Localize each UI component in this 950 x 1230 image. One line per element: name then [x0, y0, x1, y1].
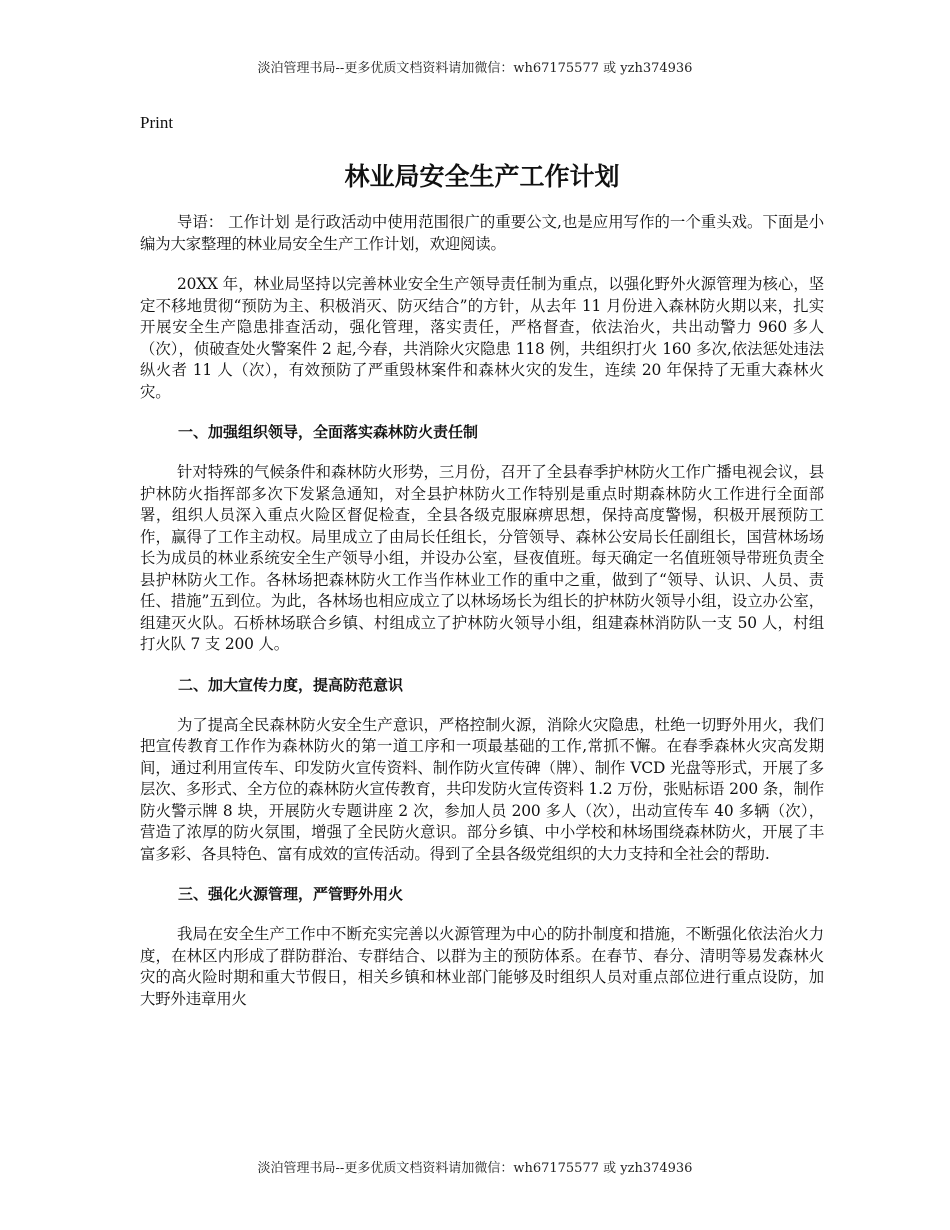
page-footer: 淡泊管理书局--更多优质文档资料请加微信：wh67175577 或 yzh374936 — [257, 1161, 693, 1176]
section-body-fire-source: 我局在安全生产工作中不断充实完善以火源管理为中心的防扑制度和措施，不断强化依法治火力度，在林区内形成了群防群治、专群结合、以群为主的预防体系。在春节、春分、清明等易发森林火灾的高火险时期和重大节假日，相关乡镇和林业部门能够及时组织人员对重点部位进行重点设防，加大野外违章用火 — [140, 925, 824, 1008]
summary-paragraph: 20XX 年，林业局坚持以完善林业安全生产领导责任制为重点，以强化野外火源管理为核心，坚定不移地贯彻“预防为主、积极消灭、防灭结合”的方针，从去年 11 月份进入森林防火期以来，扎实开展安全生产隐患排查活动，强化管理，落实责任，严格督查，依法治火，共出动警力 960 多人（次），侦破查处火警案件 2 起,今春，共消除火灾隐患 118 例，共组织打火 160 多次,依法惩处违法纵火者 11 人（次），有效预防了严重毁林案件和森林火灾的发生，连续 20 年保持了无重大森林火灾。 — [140, 275, 824, 401]
print-label: Print — [140, 113, 174, 132]
section-heading-organization: 一、加强组织领导，全面落实森林防火责任制 — [178, 423, 479, 441]
section-heading-publicity: 二、加大宣传力度，提高防范意识 — [178, 675, 404, 694]
section-body-organization: 针对特殊的气候条件和森林防火形势，三月份，召开了全县春季护林防火工作广播电视会议，县护林防火指挥部多次下发紧急通知，对全县护林防火工作特别是重点时期森林防火工作进行全面部署，组织人员深入重点火险区督促检查，全县各级克服麻痹思想，保持高度警惕，积极开展预防工作，赢得了工作主动权。局里成立了由局长任组长，分管领导、森林公安局长任副组长，国营林场场长为成员的林业系统安全生产领导小组，并设办公室，昼夜值班。每天确定一名值班领导带班负责全县护林防火工作。各林场把森林防火工作当作林业工作的重中之重，做到了“领导、认识、人员、责任、措施”五到位。为此，各林场也相应成立了以林场场长为组长的护林防火领导小组，设立办公室，组建灭火队。石桥林场联合乡镇、村组成立了护林防火领导小组，组建森林消防队一支 50 人，村组打火队 7 支 200 人。 — [140, 463, 824, 653]
intro-paragraph: 导语： 工作计划 是行政活动中使用范围很广的重要公文,也是应用写作的一个重头戏。下面是小编为大家整理的林业局安全生产工作计划，欢迎阅读。 — [140, 213, 824, 253]
section-heading-fire-source: 三、强化火源管理，严管野外用火 — [178, 885, 404, 903]
section-body-publicity: 为了提高全民森林防火安全生产意识，严格控制火源，消除火灾隐患，杜绝一切野外用火，我们把宣传教育工作作为森林防火的第一道工序和一项最基础的工作,常抓不懈。在春季森林火灾高发期间，通过利用宣传车、印发防火宣传资料、制作防火宣传碑（牌）、制作 VCD 光盘等形式，开展了多层次、多形式、全方位的森林防火宣传教育，共印发防火宣传资料 1.2 万份，张贴标语 200 条，制作防火警示牌 8 块，开展防火专题讲座 2 次，参加人员 200 多人（次），出动宣传车 40 多辆（次），营造了浓厚的防火氛围，增强了全民防火意识。部分乡镇、中小学校和林场围绕森林防火，开展了丰富多彩、各具特色、富有成效的宣传活动。得到了全县各级党组织的大力支持和全社会的帮助. — [140, 715, 824, 863]
page-header: 淡泊管理书局--更多优质文档资料请加微信：wh67175577 或 yzh374936 — [257, 61, 693, 76]
document-title: 林业局安全生产工作计划 — [344, 162, 620, 191]
document-body — [140, 112, 824, 1029]
